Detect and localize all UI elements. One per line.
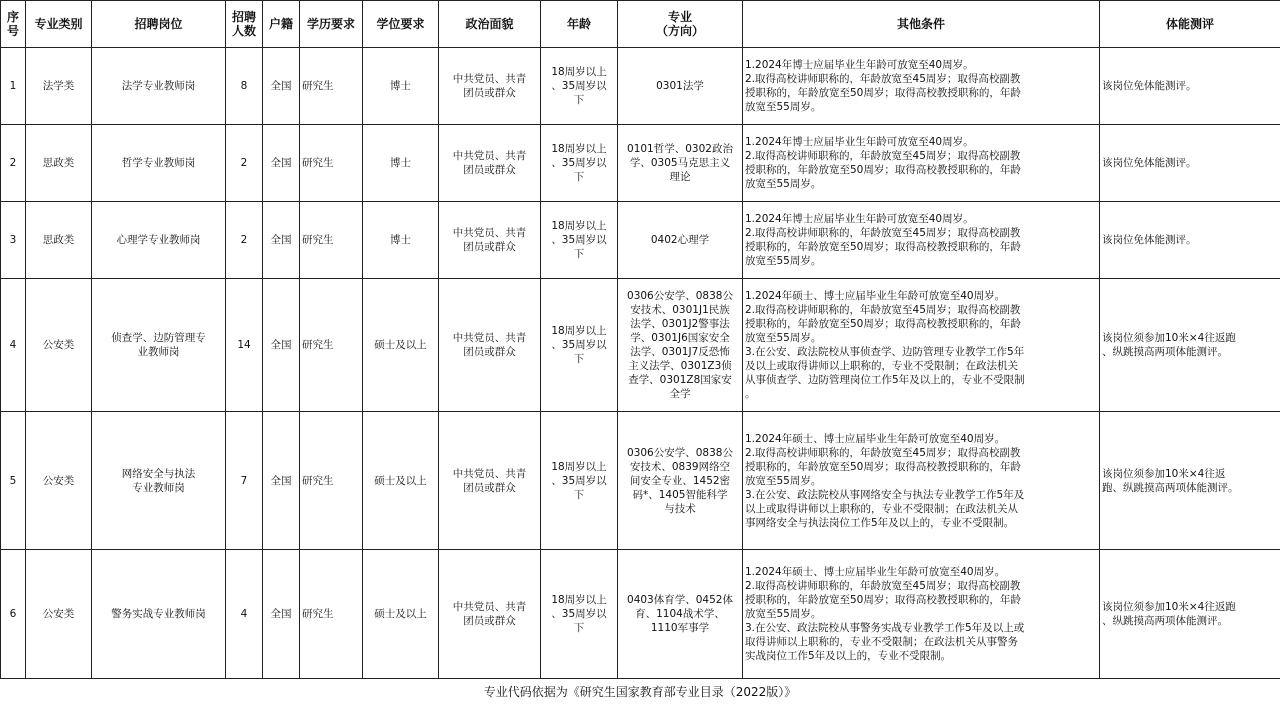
header-count: 招聘 人数 xyxy=(226,1,263,48)
cell-major: 0301法学 xyxy=(618,48,743,125)
header-degree: 学位要求 xyxy=(363,1,439,48)
cell-degree: 硕士及以上 xyxy=(363,550,439,679)
cell-category: 思政类 xyxy=(26,202,92,279)
header-political: 政治面貌 xyxy=(439,1,541,48)
cell-category: 思政类 xyxy=(26,125,92,202)
header-major: 专业 （方向） xyxy=(618,1,743,48)
footnote: 专业代码依据为《研究生国家教育部专业目录（2022版）》 xyxy=(483,685,797,699)
cell-seq: 3 xyxy=(1,202,26,279)
cell-other-conditions: 1.2024年博士应届毕业生年龄可放宽至40周岁。 2.取得高校讲师职称的，年龄放宽至45周岁；取得高校副教 授职称的，年龄放宽至50周岁；取得高校教授职称的，年龄 放宽至55周岁。 xyxy=(743,48,1100,125)
cell-other-conditions: 1.2024年博士应届毕业生年龄可放宽至40周岁。 2.取得高校讲师职称的，年龄放宽至45周岁；取得高校副教 授职称的，年龄放宽至50周岁；取得高校教授职称的，年龄 放宽至55周岁。 xyxy=(743,202,1100,279)
cell-count: 2 xyxy=(226,125,263,202)
cell-age: 18周岁以上 、35周岁以 下 xyxy=(541,412,618,550)
table-row xyxy=(1,48,1280,125)
cell-degree: 博士 xyxy=(363,125,439,202)
cell-political: 中共党员、共青 团员或群众 xyxy=(439,412,541,550)
cell-category: 公安类 xyxy=(26,550,92,679)
cell-category: 公安类 xyxy=(26,279,92,412)
cell-fitness: 该岗位免体能测评。 xyxy=(1100,48,1280,125)
cell-degree: 硕士及以上 xyxy=(363,279,439,412)
cell-count: 4 xyxy=(226,550,263,679)
cell-count: 14 xyxy=(226,279,263,412)
cell-major: 0306公安学、0838公 安技术、0301J1民族 法学、0301J2警事法 学、0301J6国家安全 法学、0301J7反恐怖 主义法学、0301Z3侦 查学、0301Z8国家安 全学 xyxy=(618,279,743,412)
table-row xyxy=(1,550,1280,679)
cell-education: 研究生 xyxy=(300,550,363,679)
cell-count: 7 xyxy=(226,412,263,550)
cell-other-conditions: 1.2024年硕士、博士应届毕业生年龄可放宽至40周岁。 2.取得高校讲师职称的，年龄放宽至45周岁；取得高校副教 授职称的，年龄放宽至50周岁；取得高校教授职称的，年龄 放宽至55周岁。 3.在公安、政法院校从事侦查学、边防管理专业教学工作5年 及以上或取得讲师以上职称的，专业不受限制；在政法机关 从事侦查学、边防管理岗位工作5年及以上的，专业不受限制 。 xyxy=(743,279,1100,412)
cell-degree: 博士 xyxy=(363,202,439,279)
cell-major: 0402心理学 xyxy=(618,202,743,279)
cell-seq: 2 xyxy=(1,125,26,202)
cell-major: 0306公安学、0838公 安技术、0839网络空 间安全专业、1452密 码*、1405智能科学 与技术 xyxy=(618,412,743,550)
cell-education: 研究生 xyxy=(300,48,363,125)
header-category: 专业类别 xyxy=(26,1,92,48)
cell-other-conditions: 1.2024年硕士、博士应届毕业生年龄可放宽至40周岁。 2.取得高校讲师职称的，年龄放宽至45周岁；取得高校副教 授职称的，年龄放宽至50周岁；取得高校教授职称的，年龄 放宽至55周岁。 3.在公安、政法院校从事警务实战专业教学工作5年及以上或 取得讲师以上职称的，专业不受限制；在政法机关从事警务 实战岗位工作5年及以上的，专业不受限制。 xyxy=(743,550,1100,679)
cell-fitness: 该岗位须参加10米×4往返跑 、纵跳摸高两项体能测评。 xyxy=(1100,279,1280,412)
cell-position: 法学专业教师岗 xyxy=(92,48,226,125)
cell-hukou: 全国 xyxy=(263,125,300,202)
cell-count: 2 xyxy=(226,202,263,279)
cell-position: 侦查学、边防管理专 业教师岗 xyxy=(92,279,226,412)
cell-position: 网络安全与执法 专业教师岗 xyxy=(92,412,226,550)
cell-position: 哲学专业教师岗 xyxy=(92,125,226,202)
cell-hukou: 全国 xyxy=(263,279,300,412)
cell-seq: 6 xyxy=(1,550,26,679)
cell-political: 中共党员、共青 团员或群众 xyxy=(439,125,541,202)
cell-position: 心理学专业教师岗 xyxy=(92,202,226,279)
cell-degree: 博士 xyxy=(363,48,439,125)
table-row xyxy=(1,279,1280,412)
header-education: 学历要求 xyxy=(300,1,363,48)
cell-fitness: 该岗位免体能测评。 xyxy=(1100,125,1280,202)
cell-category: 公安类 xyxy=(26,412,92,550)
cell-position: 警务实战专业教师岗 xyxy=(92,550,226,679)
cell-other-conditions: 1.2024年博士应届毕业生年龄可放宽至40周岁。 2.取得高校讲师职称的，年龄放宽至45周岁；取得高校副教 授职称的，年龄放宽至50周岁；取得高校教授职称的，年龄 放宽至55周岁。 xyxy=(743,125,1100,202)
cell-education: 研究生 xyxy=(300,202,363,279)
header-hukou: 户籍 xyxy=(263,1,300,48)
cell-fitness: 该岗位须参加10米×4往返 跑、纵跳摸高两项体能测评。 xyxy=(1100,412,1280,550)
cell-age: 18周岁以上 、35周岁以 下 xyxy=(541,202,618,279)
cell-political: 中共党员、共青 团员或群众 xyxy=(439,279,541,412)
cell-degree: 硕士及以上 xyxy=(363,412,439,550)
cell-age: 18周岁以上 、35周岁以 下 xyxy=(541,125,618,202)
cell-political: 中共党员、共青 团员或群众 xyxy=(439,550,541,679)
cell-age: 18周岁以上 、35周岁以 下 xyxy=(541,279,618,412)
cell-hukou: 全国 xyxy=(263,48,300,125)
cell-hukou: 全国 xyxy=(263,202,300,279)
cell-education: 研究生 xyxy=(300,125,363,202)
header-position: 招聘岗位 xyxy=(92,1,226,48)
header-age: 年龄 xyxy=(541,1,618,48)
table-row xyxy=(1,412,1280,550)
cell-other-conditions: 1.2024年硕士、博士应届毕业生年龄可放宽至40周岁。 2.取得高校讲师职称的，年龄放宽至45周岁；取得高校副教 授职称的，年龄放宽至50周岁；取得高校教授职称的，年龄 放宽至55周岁。 3.在公安、政法院校从事网络安全与执法专业教学工作5年及 以上或取得讲师以上职称的，专业不受限制；在政法机关从 事网络安全与执法岗位工作5年及以上的，专业不受限制。 xyxy=(743,412,1100,550)
cell-age: 18周岁以上 、35周岁以 下 xyxy=(541,48,618,125)
header-row xyxy=(1,1,1280,48)
cell-hukou: 全国 xyxy=(263,412,300,550)
cell-political: 中共党员、共青 团员或群众 xyxy=(439,48,541,125)
cell-political: 中共党员、共青 团员或群众 xyxy=(439,202,541,279)
cell-age: 18周岁以上 、35周岁以 下 xyxy=(541,550,618,679)
cell-seq: 5 xyxy=(1,412,26,550)
table-row xyxy=(1,202,1280,279)
cell-seq: 1 xyxy=(1,48,26,125)
cell-education: 研究生 xyxy=(300,412,363,550)
cell-category: 法学类 xyxy=(26,48,92,125)
header-seq: 序 号 xyxy=(1,1,26,48)
cell-major: 0101哲学、0302政治 学、0305马克思主义 理论 xyxy=(618,125,743,202)
header-fitness: 体能测评 xyxy=(1100,1,1280,48)
cell-hukou: 全国 xyxy=(263,550,300,679)
cell-fitness: 该岗位免体能测评。 xyxy=(1100,202,1280,279)
cell-major: 0403体育学、0452体 育、1104战术学、 1110军事学 xyxy=(618,550,743,679)
table-row xyxy=(1,125,1280,202)
cell-seq: 4 xyxy=(1,279,26,412)
cell-fitness: 该岗位须参加10米×4往返跑 、纵跳摸高两项体能测评。 xyxy=(1100,550,1280,679)
cell-count: 8 xyxy=(226,48,263,125)
header-other: 其他条件 xyxy=(743,1,1100,48)
cell-education: 研究生 xyxy=(300,279,363,412)
